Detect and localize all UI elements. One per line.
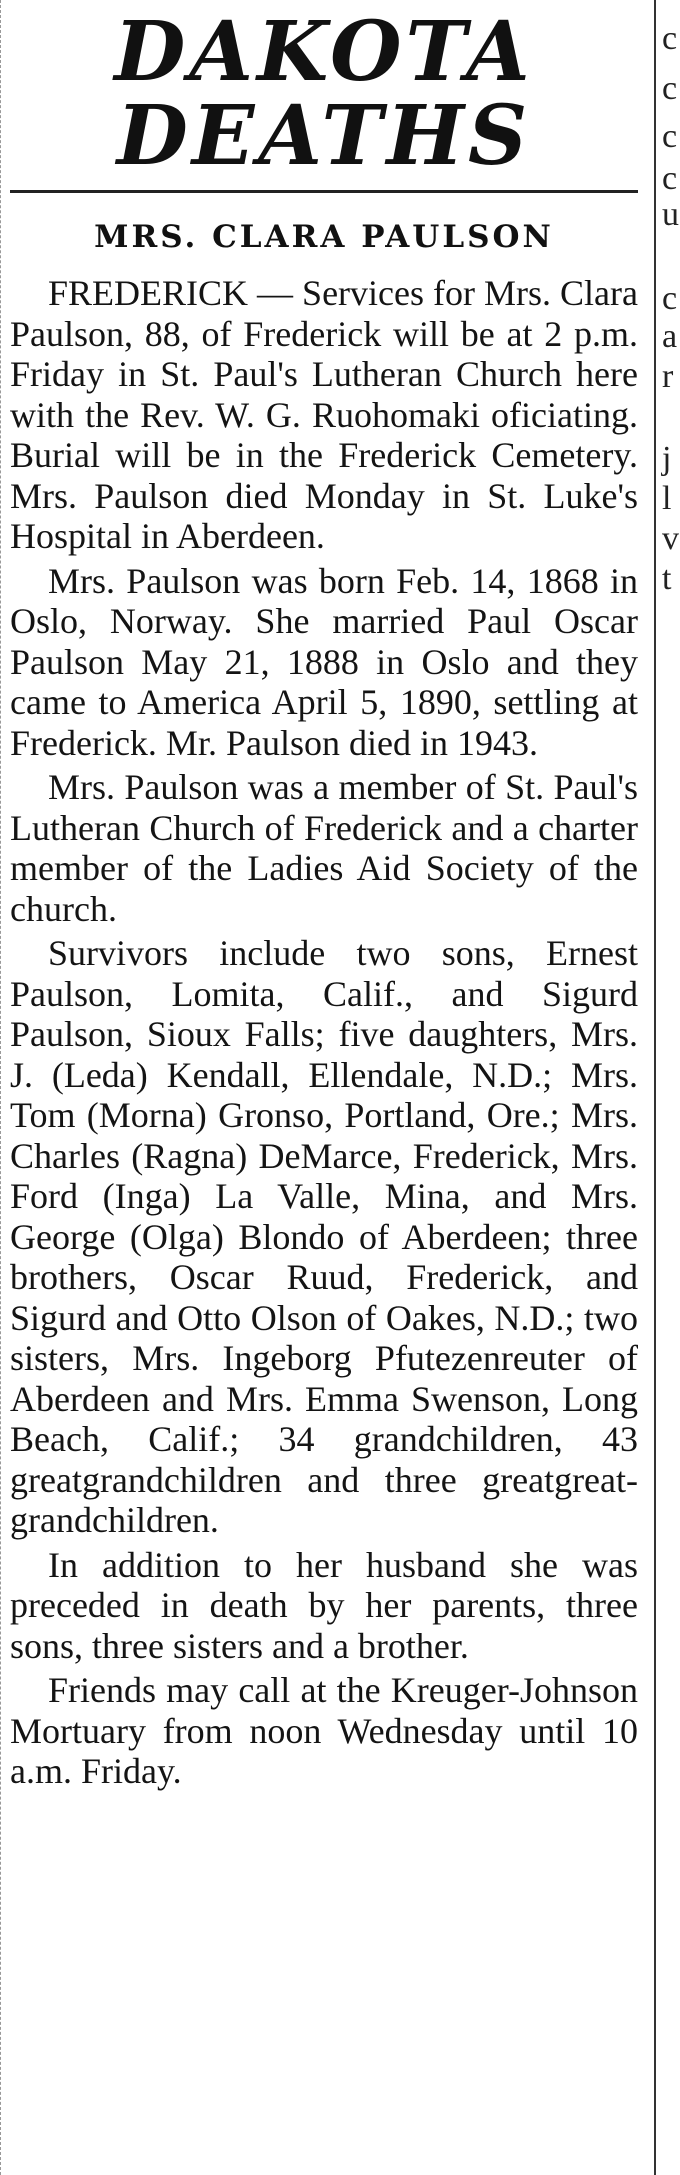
paragraph-services: FREDERICK — Services for Mrs. Clara Paulson, 88, of Frederick will be at 2 p.m. Friday in St. Paul's Lutheran Church here with the Rev. W. G. Ruohomaki oficiating. Burial will be in the Frederick Cemetery. Mrs. Paulson died Monday in St. Luke's Hospital in Aberdeen. — [10, 273, 638, 556]
fragment-char: c — [662, 20, 678, 57]
column-divider — [654, 0, 656, 2175]
obituary-name-heading: MRS. CLARA PAULSON — [94, 219, 554, 255]
paragraph-visitation: Friends may call at the Kreuger-Johnson Mortuary from noon Wednesday until 10 a.m. Friday. — [10, 1670, 638, 1791]
paragraph-membership: Mrs. Paulson was a member of St. Paul's Lutheran Church of Frederick and a charter member of the Ladies Aid Society of the church. — [10, 767, 638, 929]
headline-rule — [10, 190, 638, 193]
fragment-char: c — [662, 160, 678, 197]
fragment-char: l — [662, 480, 672, 517]
paragraph-survivors: Survivors include two sons, Ernest Paulson, Lomita, Calif., and Sigurd Paulson, Sioux Falls; five daughters, Mrs. J. (Leda) Kendall, Ellendale, N.D.; Mrs. Tom (Morna) Gronso, Portland, Ore.; Mrs. Charles (Ragna) DeMarce, Frederick, Mrs. Ford (Inga) La Valle, Mina, and Mrs. George (Olga) Blondo of Aberdeen; three brothers, Oscar Ruud, Frederick, and Sigurd and Otto Olson of Oakes, N.D.; two sisters, Mrs. Ingeborg Pfutezenreuter of Aberdeen and Mrs. Emma Swenson, Long Beach, Calif.; 34 grandchildren, 43 greatgrandchildren and three greatgreat-grandchildren. — [10, 933, 638, 1540]
fragment-char: c — [662, 70, 678, 107]
headline-line-2: DEATHS — [116, 88, 532, 184]
fragment-char: v — [662, 520, 679, 557]
obituary-column — [4, 0, 644, 2175]
section-headline — [4, 0, 644, 184]
adjacent-column-fragment — [660, 0, 680, 2175]
fragment-char: t — [662, 560, 672, 597]
fragment-char: r — [662, 358, 674, 395]
fragment-char: c — [662, 118, 678, 155]
paragraph-biography: Mrs. Paulson was born Feb. 14, 1868 in Oslo, Norway. She married Paul Oscar Paulson May 21, 1888 in Oslo and they came to America April 5, 1890, settling at Frederick. Mr. Paulson died in 1943. — [10, 560, 638, 763]
paragraph-preceded: In addition to her husband she was preceded in death by her parents, three sons, three sisters and a brother. — [10, 1544, 638, 1666]
headline-line-1: DAKOTA — [114, 4, 534, 100]
fragment-char: a — [662, 318, 678, 355]
fragment-char: u — [662, 196, 679, 233]
obituary-body — [4, 273, 644, 1792]
left-column-edge — [0, 0, 1, 2175]
fragment-char: j — [662, 440, 672, 477]
fragment-char: c — [662, 280, 678, 317]
